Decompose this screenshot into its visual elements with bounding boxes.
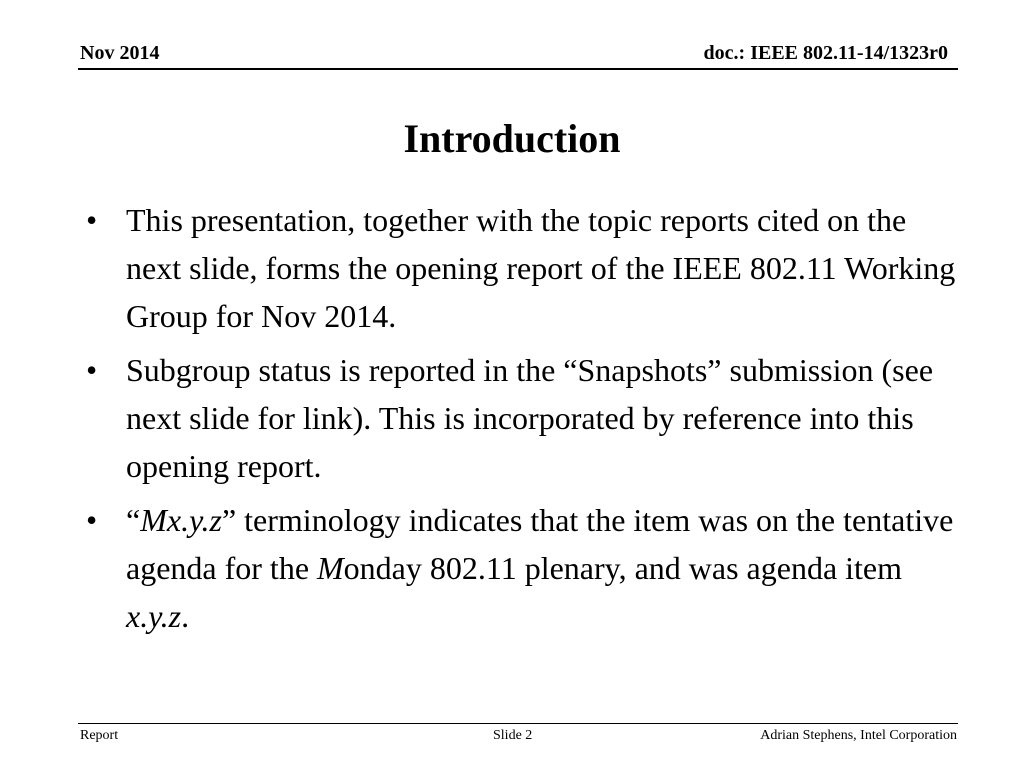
bullet-dot-icon: • xyxy=(86,352,98,388)
slide-title: Introduction xyxy=(403,116,621,161)
bullet-term: Mx.y.z xyxy=(140,502,222,538)
footer-label: Report xyxy=(80,728,119,743)
bullet-item xyxy=(80,496,960,640)
footer-divider xyxy=(78,723,958,724)
bullet-text: ” terminology indicates that the item was on the tentative agenda for the xyxy=(126,502,954,586)
footer-author: Adrian Stephens, Intel Corporation xyxy=(760,728,957,743)
bullet-open-quote: “ xyxy=(126,502,141,538)
bullet-item xyxy=(80,196,960,340)
bullet-text: Subgroup status is reported in the “Snapshots” submission (see next slide for link). This is incorporated by reference into this opening report. xyxy=(126,352,934,484)
header-divider xyxy=(78,68,958,70)
bullet-dot-icon: • xyxy=(86,502,98,538)
bullet-item-ref: x.y.z xyxy=(126,598,182,634)
bullet-list xyxy=(80,196,960,646)
bullet-item xyxy=(80,346,960,490)
bullet-dot-icon: • xyxy=(86,202,98,238)
bullet-period: . xyxy=(181,598,190,634)
bullet-text: onday 802.11 plenary, and was agenda item xyxy=(343,550,903,586)
slide-number: Slide 2 xyxy=(493,728,533,743)
bullet-monday-initial: M xyxy=(317,550,344,586)
header-doc-id: doc.: IEEE 802.11-14/1323r0 xyxy=(703,42,948,64)
header-date: Nov 2014 xyxy=(80,42,160,64)
bullet-text: This presentation, together with the topic reports cited on the next slide, forms the opening report of the IEEE 802.11 Working Group for Nov 2014. xyxy=(126,202,956,334)
